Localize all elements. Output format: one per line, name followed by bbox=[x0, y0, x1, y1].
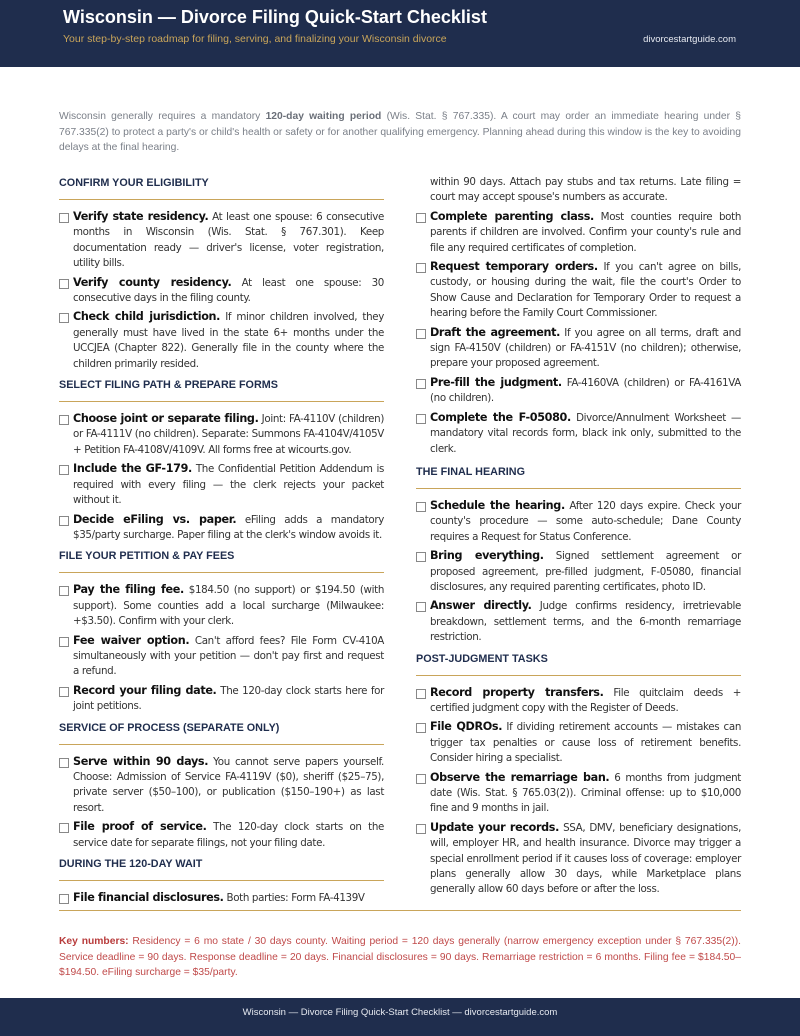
item-text: The Confidential Petition Addendum is required with every filing — the clerk rejects your packet without it. bbox=[73, 463, 384, 507]
item-text: Joint: FA-4110V (children) or FA-4111V (no children). Separate: Summons FA-4104V/4105V + Petition FA-4108V/4109V. All forms free at wicourts.gov. bbox=[73, 413, 384, 456]
section-heading: THE FINAL HEARING bbox=[416, 464, 741, 489]
checklist-item bbox=[59, 461, 384, 508]
checkbox[interactable] bbox=[59, 213, 69, 223]
key-numbers bbox=[59, 934, 741, 981]
item-lead: Serve within 90 days. bbox=[73, 754, 209, 768]
page-header bbox=[0, 0, 800, 67]
item-text: File quitclaim deeds + certified judgment copy with the Register of Deeds. bbox=[430, 686, 741, 714]
item-lead: Complete the F-05080. bbox=[430, 410, 571, 424]
checkbox[interactable] bbox=[416, 213, 426, 223]
item-text: At least one spouse: 30 consecutive days in the filing county. bbox=[73, 276, 385, 305]
checkbox[interactable] bbox=[59, 823, 69, 833]
checkbox[interactable] bbox=[416, 552, 426, 562]
item-lead: Pre-fill the judgment. bbox=[430, 375, 562, 389]
checkbox[interactable] bbox=[59, 586, 69, 596]
item-lead: Answer directly. bbox=[430, 599, 532, 613]
intro-paragraph bbox=[59, 109, 741, 156]
item-lead: Schedule the hearing. bbox=[430, 498, 565, 512]
item-lead: Verify county residency. bbox=[73, 275, 232, 289]
item-text: If you agree on all terms, draft and sign FA-4150V (children) or FA-4151V (no children); otherwise, prepare your proposed agreement. bbox=[430, 326, 741, 370]
checkbox[interactable] bbox=[416, 689, 426, 699]
checklist-item bbox=[59, 275, 384, 307]
intro-text-after: (Wis. Stat. § 767.335). A court may order an immediate hearing under § 767.335(2) to protect a party's or child's health or safety or for another qualifying emergency. Planning ahead during this window is the key to avoiding delays at the final hearing. bbox=[59, 111, 741, 153]
item-lead: Verify state residency. bbox=[73, 210, 209, 223]
checkbox[interactable] bbox=[416, 774, 426, 784]
checklist-item bbox=[416, 685, 741, 717]
checklist-item bbox=[416, 209, 741, 256]
item-lead: Choose joint or separate filing. bbox=[73, 412, 259, 426]
item-text: After 120 days expire. Check your county's procedure — some auto-schedule; Dane County requires a Request for Status Conference. bbox=[430, 499, 742, 543]
checkbox[interactable] bbox=[416, 329, 426, 339]
item-lead: Pay the filing fee. bbox=[73, 583, 184, 597]
checklist-item bbox=[59, 209, 384, 272]
checklist-item bbox=[416, 498, 741, 545]
item-text: Can't afford fees? File Form CV-410A simultaneously with your petition — don't pay first and request a refund. bbox=[73, 634, 384, 678]
item-text: 6 months from judgment date (Wis. Stat. § 765.03(2)). Criminal offense: up to $10,000 fine and 9 months in jail. bbox=[430, 771, 741, 815]
checkbox[interactable] bbox=[59, 415, 69, 425]
checkbox[interactable] bbox=[416, 723, 426, 733]
item-text: Both parties: Form FA-4139V bbox=[223, 892, 365, 904]
item-text: eFiling adds a mandatory $35/party surcharge. Paper filing at the clerk's window avoids it. bbox=[73, 513, 384, 541]
item-lead: Fee waiver option. bbox=[73, 633, 190, 647]
left-column bbox=[59, 175, 384, 911]
section-heading: SERVICE OF PROCESS (SEPARATE ONLY) bbox=[59, 720, 384, 745]
item-lead: Draft the agreement. bbox=[430, 325, 561, 339]
item-lead: Bring everything. bbox=[430, 549, 544, 563]
item-text: At least one spouse: 6 consecutive months in Wisconsin (Wis. Stat. § 767.301). Keep documentation ready — driver's license, voter registration, utility bills. bbox=[73, 211, 384, 270]
checklist-item bbox=[59, 819, 384, 851]
checklist-item bbox=[59, 754, 384, 817]
item-lead: Complete parenting class. bbox=[430, 209, 594, 223]
checklist-item bbox=[59, 309, 384, 372]
item-lead: Check child jurisdiction. bbox=[73, 310, 221, 324]
checklist-item bbox=[416, 820, 741, 898]
checklist-item bbox=[59, 890, 384, 906]
item-text: FA-4160VA (children) or FA-4161VA (no children). bbox=[430, 376, 741, 405]
checklist-item bbox=[59, 683, 384, 715]
right-sections bbox=[416, 464, 741, 903]
checkbox[interactable] bbox=[59, 687, 69, 697]
section-heading: CONFIRM YOUR ELIGIBILITY bbox=[59, 175, 384, 200]
item-lead: Decide eFiling vs. paper. bbox=[73, 512, 237, 526]
checklist-item bbox=[416, 548, 741, 595]
checklist-item bbox=[416, 770, 741, 817]
checklist-item bbox=[59, 411, 384, 458]
checkbox[interactable] bbox=[59, 637, 69, 647]
checklist-item bbox=[416, 325, 741, 372]
continued-text: within 90 days. Attach pay stubs and tax returns. Late filing = court may accept spouse's numbers as accurate. bbox=[430, 176, 741, 204]
item-lead: Request temporary orders. bbox=[430, 260, 598, 274]
checkbox[interactable] bbox=[416, 502, 426, 512]
checklist-item bbox=[59, 582, 384, 629]
item-text: If minor children involved, they generally must have lived in the state 6+ months under the UCCJEA (Chapter 822). Generally file in the county where the children primarily resided. bbox=[73, 311, 384, 370]
item-text: Divorce/Annulment Worksheet — mandatory vital records form, black ink only, submitted to the clerk. bbox=[430, 411, 742, 455]
item-text: Most counties require both parents if children are involved. Confirm your county's rule and file any required certificates of completion. bbox=[430, 210, 741, 254]
item-lead: File proof of service. bbox=[73, 820, 207, 834]
checkbox[interactable] bbox=[59, 758, 69, 768]
checkbox[interactable] bbox=[59, 516, 69, 526]
checkbox[interactable] bbox=[416, 263, 426, 273]
checklist-item bbox=[416, 375, 741, 407]
item-lead: Observe the remarriage ban. bbox=[430, 770, 610, 784]
item-text: You cannot serve papers yourself. Choose: Admission of Service FA-4119V ($0), sheriff ($25–75), private server ($50–100), or publication ($150–190+) as last resort. bbox=[73, 755, 384, 814]
page-footer: Wisconsin — Divorce Filing Quick-Start Checklist — divorcestartguide.com bbox=[0, 998, 800, 1036]
checkbox[interactable] bbox=[59, 465, 69, 475]
item-lead: Record property transfers. bbox=[430, 685, 604, 699]
checkbox[interactable] bbox=[59, 894, 69, 904]
item-text: $184.50 (no support) or $194.50 (with support). Some counties add a local surcharge (Milwaukee: +$3.50). Confirm with your clerk. bbox=[73, 584, 385, 628]
intro-text-before: Wisconsin generally requires a mandatory bbox=[59, 111, 266, 122]
right-column bbox=[416, 175, 741, 903]
item-text: The 120-day clock starts here for joint petitions. bbox=[73, 684, 384, 713]
checkbox[interactable] bbox=[59, 313, 69, 323]
checkbox[interactable] bbox=[59, 279, 69, 289]
item-text: The 120-day clock starts on the service date for separate filings, not your filing date. bbox=[73, 821, 385, 849]
key-numbers-label: Key numbers: bbox=[59, 936, 129, 947]
item-text: If you can't agree on bills, custody, or housing during the wait, file the court's Order to Show Cause and Declaration for Temporary Order to request a hearing before the Family Court Commissioner. bbox=[430, 261, 741, 320]
item-lead: File financial disclosures. bbox=[73, 891, 224, 904]
item-lead: File QDROs. bbox=[430, 720, 503, 734]
intro-highlight: 120-day waiting period bbox=[265, 111, 382, 122]
item-text: If dividing retirement accounts — mistakes can trigger tax penalties or cause loss of retirement benefits. Consider hiring a specialist. bbox=[430, 721, 742, 765]
checkbox[interactable] bbox=[416, 379, 426, 389]
page-subtitle: Your step-by-step roadmap for filing, serving, and finalizing your Wisconsin divorce bbox=[63, 33, 447, 45]
key-numbers-text: Residency = 6 mo state / 30 days county. Waiting period = 120 days generally (narrow emergency exception under § 767.335(2)). Service deadline = 90 days. Response deadline = 20 days. Financial disclosures = 90 days. Remarriage restriction = 6 months. Filing fee = $184.50–$194.50. eFiling surcharge = $35/party. bbox=[59, 936, 741, 978]
section-heading: FILE YOUR PETITION & PAY FEES bbox=[59, 548, 384, 573]
section-heading: POST-JUDGMENT TASKS bbox=[416, 651, 741, 676]
checklist-item bbox=[416, 410, 741, 457]
right-top-items bbox=[416, 209, 741, 464]
item-text: Judge confirms residency, irretrievable breakdown, settlement terms, and the 6-month remarriage restriction. bbox=[430, 600, 741, 644]
item-text: SSA, DMV, beneficiary designations, will, employer HR, and health insurance. Divorce may trigger a special enrollment period if it causes loss of coverage: employer plans generally allow 30 days, while Marketplace plans generally allow 60 days before or after the loss. bbox=[430, 821, 741, 896]
checklist-item bbox=[416, 719, 741, 766]
checkbox[interactable] bbox=[416, 414, 426, 424]
checklist-item bbox=[416, 259, 741, 322]
item-text: Signed settlement agreement or proposed agreement, pre-filled judgment, F-05080, financial disclosures, any required parenting certificates, photo ID. bbox=[430, 550, 741, 593]
checklist-item bbox=[416, 598, 741, 645]
checklist-item bbox=[59, 512, 384, 544]
divider bbox=[59, 910, 741, 911]
page-title: Wisconsin — Divorce Filing Quick-Start Checklist bbox=[63, 7, 487, 27]
checkbox[interactable] bbox=[416, 824, 426, 834]
checkbox[interactable] bbox=[416, 602, 426, 612]
item-lead: Include the GF-179. bbox=[73, 462, 192, 476]
section-heading: DURING THE 120-DAY WAIT bbox=[59, 856, 384, 881]
site-name: divorcestartguide.com bbox=[643, 34, 736, 45]
section-heading: SELECT FILING PATH & PREPARE FORMS bbox=[59, 377, 384, 402]
item-lead: Update your records. bbox=[430, 820, 559, 834]
item-lead: Record your filing date. bbox=[73, 683, 217, 697]
checklist-item bbox=[59, 633, 384, 680]
